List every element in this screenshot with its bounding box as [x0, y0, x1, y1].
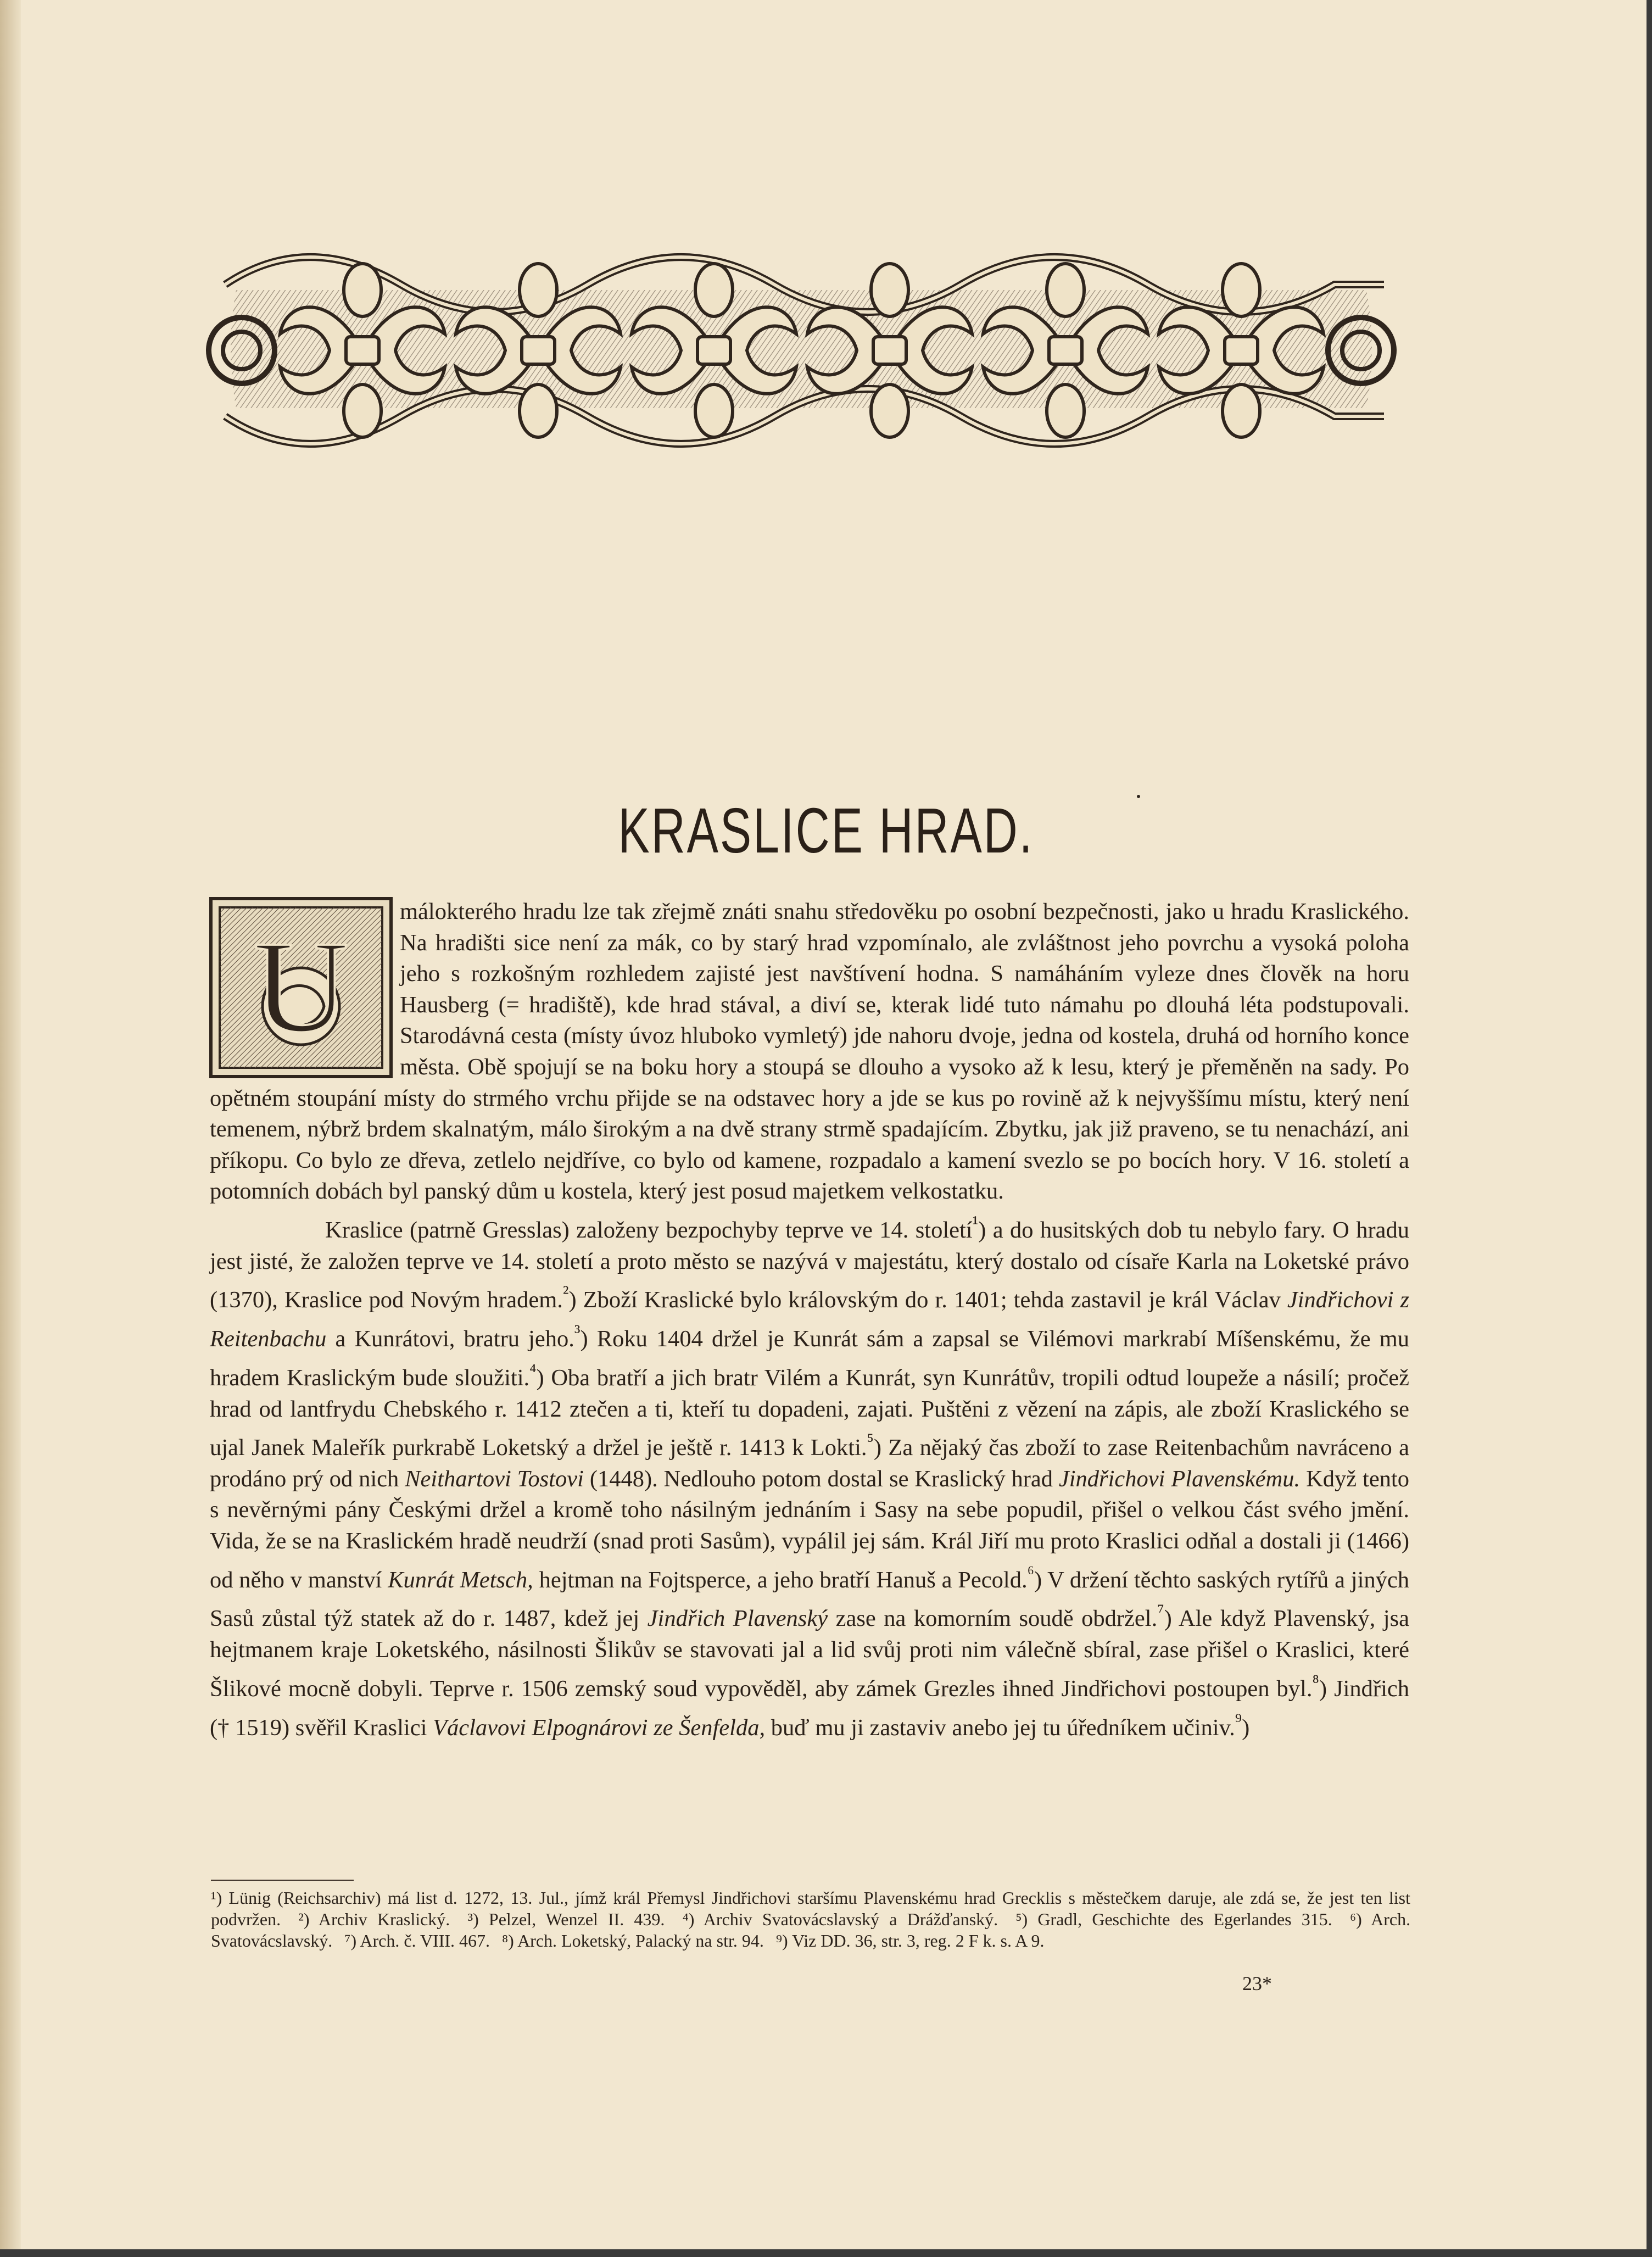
page-number: 23* — [1242, 1972, 1272, 1994]
footnote-3: ³) Pelzel, Wenzel II. 439. — [467, 1909, 665, 1929]
main-text — [210, 896, 1409, 1743]
decorated-initial-icon — [209, 896, 393, 1079]
footnote-4: ⁴) Archiv Svatovácslavský a Drážďanský. — [682, 1909, 998, 1929]
initial-letter: U — [253, 913, 349, 1060]
footnote-8: ⁸) Arch. Loketský, Palacký na str. 94. — [502, 1931, 764, 1951]
speck — [1137, 795, 1140, 798]
page-title: KRASLICE HRAD. — [618, 795, 1034, 866]
paragraph-2: Kraslice (patrně Gresslas) založeny bezpochyby teprve ve 14. století$^{^1}$) a do husitských dob tu nebylo fary. O hradu jest jisté, že založen teprve ve 14. století a proto město se nazývá v majestátu, který dostalo od císaře Karla na Loketské právo (1370), Kraslice pod Novým hradem.$^{^2}$) Zboží Kraslické bylo královským do r. 1401; tehda zastavil je král Václav Jindřichovi z Reitenbachu a Kunrátovi, bratru jeho.$^{^3}$) Roku 1404 držel je Kunrát sám a zapsal se Vilémovi markrabí Míšenskému, že mu hradem Kraslickým bude sloužiti.$^{^4}$) Oba bratří a jich bratr Vilém a Kunrát, syn Kunrátův, tropili odtud loupeže a násilí; pročež hrad od lantfrydu Chebského r. 1412 ztečen a ti, kteří tu dopadeni, zajati. Puštěni z vězení na zápis, ale zboží Kraslického se ujal Janek Maleřík purkrabě Loketský a držel je ještě r. 1413 k Lokti.$^{^5}$) Za nějaký čas zboží to zase Reitenbachům navráceno a prodáno prý od nich Neithartovi Tostovi (1448). Nedlouho potom dostal se Kraslický hrad Jindřichovi Plavenskému. Když tento s nevěrnými pány Českými držel a kromě toho násilným jednáním i Sasy na sebe popudil, přišel o velkou část svého jmění. Vida, že se na Kraslickém hradě neudrží (snad proti Sasům), vypálil jej sám. Král Jiří mu proto Kraslici odňal a dostali ji (1466) od něho v manství Kunrát Metsch, hejtman na Fojtsperce, a jeho bratří Hanuš a Pecold.$^{^6}$) V držení těchto saských rytířů a jiných Sasů zůstal týž statek až do r. 1487, kdež jej Jindřich Plavenský zase na komorním soudě obdržel.$^{^7}$) Ale když Plavenský, jsa hejtmanem kraje Loketského, násilnosti Šlikův se stavovati jal a lid svůj proti nim válečně sbíral, zase přišel o Kraslici, které Šlikové mocně dobyli. Teprve r. 1506 zemský soud vypověděl, aby zámek Grezles ihned Jindřichovi postoupen byl.$^{^8}$) Jindřich († 1519) svěřil Kraslici Václavovi Elpognárovi ze Šenfelda, buď mu ji zastaviv anebo jej tu úředníkem učiniv.$^{^9}$) — [210, 1211, 1410, 1741]
footnote-9: ⁹) Viz DD. 36, str. 3, reg. 2 F k. s. A 9. — [775, 1931, 1045, 1951]
footnote-2: ²) Archiv Kraslický. — [298, 1909, 450, 1929]
page-right-edge — [1647, 0, 1652, 2257]
footnote-6: ⁶) Arch. Svatovácslavský. — [211, 1909, 1411, 1951]
paragraph-1: málokterého hradu lze tak zřejmě znáti snahu středověku po osobní bezpečnosti, jako u hradu Kraslického. Na hradišti sice není za mák, co by starý hrad vzpomínalo, ale zvláštnost jeho povrchu a vysoká poloha jeho s rozkošným rozhledem zajisté jest navštívení hodna. S namáháním vyleze dnes člověk na horu Hausberg (= hradiště), kde hrad stával, a diví se, kterak lidé tuto námahu po dlouhá léta podstupovali. Starodávná cesta (místy úvoz hluboko vymletý) jde nahoru dvoje, jedna od kostela, druhá od horního konce města. Obě spojují se na boku hory a stoupá se dlouho a vysoko až k lesu, který je přeměněn na sady. Po opětném stoupání místy do strmého vrchu přijde se na odstavec hory a jde se kus po rovině až k nejvyššímu místu, který není temenem, nýbrž brdem skalnatým, málo širokým a na dvě strany strmě spadajícím. Zbytku, jak již praveno, se tu nenachází, ani příkopu. Co bylo ze dřeva, zetlelo nejdříve, co bylo od kamene, rozpadalo a kamení svezlo se po bocích hory. V 16. století a potomních dobách byl panský dům u kostela, který jest posud majetkem velkostatku. — [210, 899, 1409, 1205]
page-binding-edge — [0, 0, 21, 2257]
footnote-divider — [211, 1880, 354, 1881]
footnote-7: ⁷) Arch. č. VIII. 467. — [344, 1931, 490, 1951]
footnote-1: ¹) Lünig (Reichsarchiv) má list d. 1272, 13. Jul., jímž král Přemysl Jindřichovi staršímu Plavenskému hrad Grecklis s městečkem daruje, ale zdá se, že jest ten list podvržen. — [211, 1888, 1410, 1929]
footnotes — [211, 1887, 1410, 1952]
page-bottom-edge — [0, 2249, 1652, 2257]
footnote-5: ⁵) Gradl, Geschichte des Egerlandes 315. — [1015, 1909, 1332, 1929]
ornamental-headpiece-icon — [203, 208, 1399, 491]
